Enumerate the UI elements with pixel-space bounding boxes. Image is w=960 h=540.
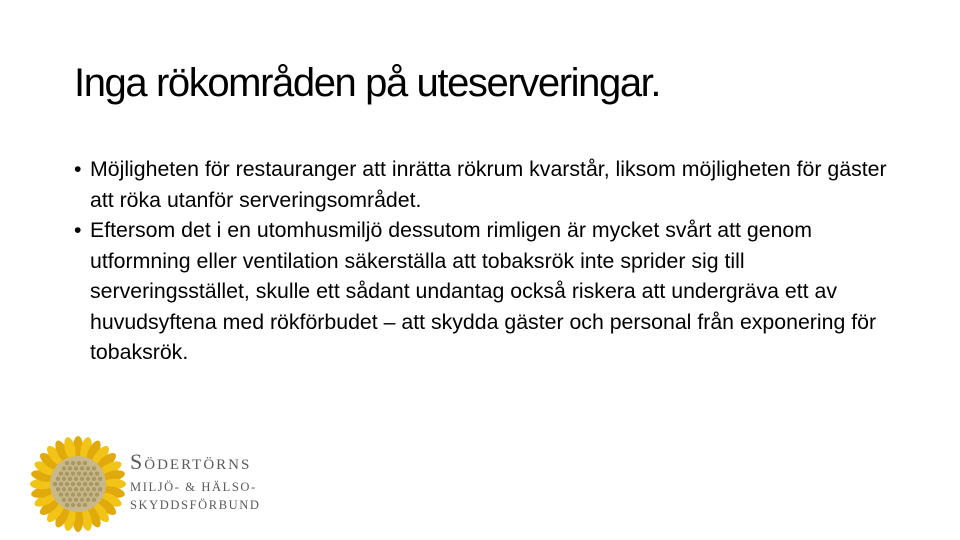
sunflower-seed [95, 482, 99, 486]
bullet-marker: • [74, 218, 82, 242]
sunflower-seed [98, 487, 102, 491]
sunflower-seed [65, 461, 69, 465]
sunflower-seed [77, 503, 81, 507]
bullet-text: Eftersom det i en utomhusmiljö dessutom rimligen är mycket svårt att genom utformning eller ventilation säkerställa att tobaksrök inte sprider sig till serveringsstället, skulle ett sådant undantag också riskera att undergräva ett av huvudsyftena med rökförbudet – att skydda gäster och personal från exponering för tobaksrök. [90, 218, 877, 364]
sunflower-seed [89, 482, 93, 486]
logo-text [130, 450, 261, 514]
logo-line-3: SKYDDSFÖRBUND [130, 498, 261, 512]
sunflower-seed [95, 471, 99, 475]
slide-title: Inga rökområden på uteserveringar. [74, 61, 661, 105]
sunflower-seed [86, 487, 90, 491]
sunflower-seed [71, 471, 75, 475]
sunflower-seed [62, 466, 66, 470]
sunflower-seed [86, 466, 90, 470]
logo-line-2: MILJÖ- & HÄLSO- [130, 480, 257, 494]
sunflower-seed [92, 498, 96, 502]
sunflower-seed [62, 487, 66, 491]
sunflower-icon [28, 432, 128, 532]
sunflower-seed [77, 461, 81, 465]
sunflower-seed [65, 503, 69, 507]
sunflower-seed [62, 498, 66, 502]
organization-logo [28, 432, 268, 532]
sunflower-seed [65, 482, 69, 486]
sunflower-seed [71, 461, 75, 465]
sunflower-seed [65, 471, 69, 475]
sunflower-seed [53, 482, 57, 486]
sunflower-seed [71, 492, 75, 496]
sunflower-seed [59, 482, 63, 486]
sunflower-seed [74, 498, 78, 502]
sunflower-seed [83, 503, 87, 507]
sunflower-seed [77, 492, 81, 496]
sunflower-seed [83, 482, 87, 486]
bullet-item-1 [74, 154, 904, 215]
sunflower-seed [65, 492, 69, 496]
sunflower-seed [68, 487, 72, 491]
sunflower-seed [71, 482, 75, 486]
bullet-marker: • [74, 157, 82, 181]
sunflower-seed [80, 487, 84, 491]
sunflower-seed [56, 487, 60, 491]
sunflower-seed [68, 477, 72, 481]
sunflower-seed [56, 477, 60, 481]
sunflower-seed [74, 487, 78, 491]
sunflower-seed [68, 466, 72, 470]
sunflower-seed [89, 471, 93, 475]
sunflower-seed [59, 492, 63, 496]
bullet-text: Möjligheten för restauranger att inrätta rökrum kvarstår, liksom möjligheten för gäster att röka utanför serveringsområdet. [90, 157, 887, 212]
sunflower-seed [83, 492, 87, 496]
sunflower-seed [92, 487, 96, 491]
sunflower-seed [77, 471, 81, 475]
sunflower-seed [92, 477, 96, 481]
bullet-item-2 [74, 215, 904, 368]
logo-line-1: Södertörns [130, 449, 252, 474]
sunflower-seed [83, 461, 87, 465]
sunflower-seed [89, 492, 93, 496]
sunflower-seed [80, 477, 84, 481]
sunflower-seed [71, 503, 75, 507]
sunflower-seed [77, 482, 81, 486]
sunflower-seed [95, 492, 99, 496]
sunflower-seed [92, 466, 96, 470]
sunflower-seed [86, 498, 90, 502]
sunflower-seed [59, 471, 63, 475]
sunflower-seed [74, 477, 78, 481]
sunflower-seed [68, 498, 72, 502]
bullet-list [74, 154, 904, 368]
sunflower-seed [80, 466, 84, 470]
sunflower-seed [86, 477, 90, 481]
sunflower-seed [83, 471, 87, 475]
sunflower-seed [74, 466, 78, 470]
sunflower-seed [62, 477, 66, 481]
sunflower-seed [98, 477, 102, 481]
sunflower-seed [80, 498, 84, 502]
